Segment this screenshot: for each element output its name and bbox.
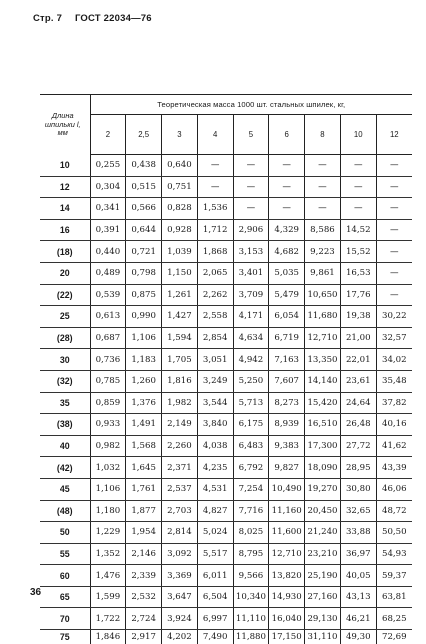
stud-length-cell: 65 [40,586,90,608]
table-row [40,543,412,565]
table-row [40,414,412,436]
mass-value-cell: 46,21 [340,608,376,630]
mass-value-cell: 4,827 [197,500,233,522]
mass-value-cell: 1,594 [162,327,198,349]
stud-length-cell: 14 [40,198,90,220]
mass-value-cell: 3,092 [162,543,198,565]
mass-value-cell: 14,140 [305,370,341,392]
mass-value-cell: 11,110 [233,608,269,630]
mass-value-cell: — [197,155,233,177]
mass-value-cell: 31,110 [305,630,341,644]
mass-value-cell: 1,705 [162,349,198,371]
diameter-header: 2 [90,115,126,155]
table-row [40,478,412,500]
mass-value-cell: 20,450 [305,500,341,522]
mass-value-cell: 2,537 [162,478,198,500]
mass-value-cell: 25,190 [305,565,341,587]
table-row [40,370,412,392]
mass-value-cell: 13,820 [269,565,305,587]
mass-value-cell: 0,928 [162,219,198,241]
mass-value-cell: 2,262 [197,284,233,306]
mass-value-cell: 0,613 [90,306,126,328]
table-row [40,155,412,177]
stud-length-cell: 25 [40,306,90,328]
mass-value-cell: — [376,176,412,198]
diameter-header: 10 [340,115,376,155]
diameter-header-row [40,115,412,155]
table-row [40,565,412,587]
mass-value-cell: — [340,176,376,198]
mass-value-cell: 2,558 [197,306,233,328]
mass-value-cell: 27,160 [305,586,341,608]
mass-value-cell: — [269,198,305,220]
mass-value-cell: 6,504 [197,586,233,608]
table-row [40,630,412,644]
mass-value-cell: 5,517 [197,543,233,565]
mass-value-cell: 2,703 [162,500,198,522]
mass-value-cell: 8,939 [269,414,305,436]
mass-value-cell: 1,846 [90,630,126,644]
mass-value-cell: 0,255 [90,155,126,177]
mass-value-cell: 8,586 [305,219,341,241]
mass-value-cell: 35,48 [376,370,412,392]
mass-value-cell: 2,065 [197,262,233,284]
table-row [40,435,412,457]
stud-length-cell: 12 [40,176,90,198]
mass-value-cell: 0,539 [90,284,126,306]
mass-value-cell: 2,532 [126,586,162,608]
mass-value-cell: 2,260 [162,435,198,457]
mass-value-cell: 2,814 [162,522,198,544]
mass-value-cell: 1,877 [126,500,162,522]
stud-length-cell: 50 [40,522,90,544]
mass-value-cell: 22,01 [340,349,376,371]
mass-value-cell: 1,261 [162,284,198,306]
table-row [40,500,412,522]
mass-value-cell: 3,544 [197,392,233,414]
mass-value-cell: 4,235 [197,457,233,479]
mass-value-cell: 6,719 [269,327,305,349]
mass-value-cell: 15,420 [305,392,341,414]
mass-value-cell: 1,376 [126,392,162,414]
mass-value-cell: 72,69 [376,630,412,644]
diameter-header: 2,5 [126,115,162,155]
mass-value-cell: 1,954 [126,522,162,544]
mass-value-cell: 12,710 [269,543,305,565]
mass-value-cell: 26,48 [340,414,376,436]
mass-value-cell: 11,680 [305,306,341,328]
mass-value-cell: — [305,176,341,198]
mass-value-cell: 0,341 [90,198,126,220]
mass-value-cell: 34,02 [376,349,412,371]
mass-value-cell: 16,53 [340,262,376,284]
mass-value-cell: 32,65 [340,500,376,522]
mass-value-cell: 29,130 [305,608,341,630]
mass-value-cell: 54,93 [376,543,412,565]
page-number: 36 [30,587,41,598]
mass-value-cell: 1,868 [197,241,233,263]
mass-value-cell: 1,816 [162,370,198,392]
mass-value-cell: 9,223 [305,241,341,263]
mass-value-cell: 1,032 [90,457,126,479]
mass-value-cell: 43,39 [376,457,412,479]
stud-length-cell: 55 [40,543,90,565]
mass-value-cell: 40,05 [340,565,376,587]
mass-value-cell: 3,051 [197,349,233,371]
mass-value-cell: 3,709 [233,284,269,306]
mass-value-cell: 6,054 [269,306,305,328]
stud-length-cell: 60 [40,565,90,587]
mass-value-cell: 0,489 [90,262,126,284]
mass-value-cell: 0,736 [90,349,126,371]
mass-value-cell: 21,00 [340,327,376,349]
mass-value-cell: 32,57 [376,327,412,349]
mass-value-cell: 10,650 [305,284,341,306]
mass-value-cell: 1,645 [126,457,162,479]
stud-length-cell: 30 [40,349,90,371]
mass-value-cell: 17,300 [305,435,341,457]
mass-value-cell: 6,483 [233,435,269,457]
mass-value-cell: 3,369 [162,565,198,587]
table-row [40,392,412,414]
mass-value-cell: 0,798 [126,262,162,284]
page-label: Стр. 7 [33,13,62,24]
table-row [40,457,412,479]
mass-value-cell: 3,249 [197,370,233,392]
mass-value-cell: 4,634 [233,327,269,349]
mass-value-cell: 7,607 [269,370,305,392]
mass-value-cell: 30,80 [340,478,376,500]
mass-value-cell: 5,024 [197,522,233,544]
mass-value-cell: 0,438 [126,155,162,177]
stud-length-cell: 45 [40,478,90,500]
mass-value-cell: 1,599 [90,586,126,608]
stud-length-cell: 16 [40,219,90,241]
diameter-header: 6 [269,115,305,155]
table-row [40,198,412,220]
diameter-header: 3 [162,115,198,155]
mass-value-cell: — [305,155,341,177]
mass-value-cell: 15,52 [340,241,376,263]
length-column-header: Длина шпильки l, мм [40,95,90,155]
stud-length-cell: 70 [40,608,90,630]
mass-value-cell: 17,76 [340,284,376,306]
mass-value-cell: 1,180 [90,500,126,522]
mass-value-cell: 4,171 [233,306,269,328]
mass-value-cell: 8,273 [269,392,305,414]
mass-value-cell: 23,210 [305,543,341,565]
mass-value-cell: 1,106 [126,327,162,349]
mass-value-cell: 9,827 [269,457,305,479]
mass-value-cell: 16,510 [305,414,341,436]
mass-value-cell: — [376,284,412,306]
mass-value-cell: — [376,241,412,263]
table-row [40,608,412,630]
mass-value-cell: 24,64 [340,392,376,414]
mass-value-cell: 3,647 [162,586,198,608]
table-row [40,349,412,371]
mass-value-cell: 1,106 [90,478,126,500]
stud-mass-table [40,94,412,644]
mass-value-cell: 0,644 [126,219,162,241]
mass-value-cell: 40,16 [376,414,412,436]
mass-value-cell: — [197,176,233,198]
mass-value-cell: 28,95 [340,457,376,479]
table-row [40,219,412,241]
mass-value-cell: 43,13 [340,586,376,608]
mass-value-cell: 1,536 [197,198,233,220]
mass-value-cell: 11,160 [269,500,305,522]
mass-value-cell: 59,37 [376,565,412,587]
mass-value-cell: 1,476 [90,565,126,587]
table-row [40,306,412,328]
mass-value-cell: 0,721 [126,241,162,263]
mass-value-cell: 37,82 [376,392,412,414]
mass-value-cell: 0,828 [162,198,198,220]
mass-value-cell: 3,840 [197,414,233,436]
mass-value-cell: 3,153 [233,241,269,263]
mass-value-cell: 1,491 [126,414,162,436]
mass-value-cell: 0,566 [126,198,162,220]
mass-value-cell: 18,090 [305,457,341,479]
mass-value-cell: 1,712 [197,219,233,241]
mass-value-cell: 10,490 [269,478,305,500]
mass-value-cell: 4,202 [162,630,198,644]
stud-length-cell: 75 [40,630,90,644]
mass-value-cell: 3,924 [162,608,198,630]
mass-value-cell: 4,942 [233,349,269,371]
stud-length-cell: (28) [40,327,90,349]
diameter-header: 4 [197,115,233,155]
mass-value-cell: 4,038 [197,435,233,457]
mass-value-cell: 8,025 [233,522,269,544]
mass-value-cell: 3,401 [233,262,269,284]
mass-value-cell: 49,30 [340,630,376,644]
mass-value-cell: 30,22 [376,306,412,328]
standard-number: ГОСТ 22034—76 [75,13,152,24]
table-row [40,327,412,349]
mass-value-cell: 19,270 [305,478,341,500]
mass-value-cell: 0,785 [90,370,126,392]
mass-value-cell: 4,329 [269,219,305,241]
mass-value-cell: 0,982 [90,435,126,457]
stud-length-cell: 20 [40,262,90,284]
mass-value-cell: 16,040 [269,608,305,630]
mass-value-cell: 2,854 [197,327,233,349]
mass-value-cell: 14,930 [269,586,305,608]
stud-length-cell: (38) [40,414,90,436]
mass-value-cell: — [269,155,305,177]
mass-value-cell: 68,25 [376,608,412,630]
mass-value-cell: 1,039 [162,241,198,263]
stud-length-cell: (42) [40,457,90,479]
mass-value-cell: 5,250 [233,370,269,392]
mass-value-cell: 19,38 [340,306,376,328]
mass-value-cell: 2,906 [233,219,269,241]
mass-value-cell: 5,479 [269,284,305,306]
mass-value-cell: 0,515 [126,176,162,198]
table-row [40,262,412,284]
mass-value-cell: 6,792 [233,457,269,479]
mass-value-cell: 36,97 [340,543,376,565]
mass-value-cell: 46,06 [376,478,412,500]
stud-length-cell: (48) [40,500,90,522]
mass-value-cell: 1,761 [126,478,162,500]
mass-value-cell: — [376,198,412,220]
mass-value-cell: 6,011 [197,565,233,587]
mass-value-cell: 0,391 [90,219,126,241]
mass-value-cell: 2,917 [126,630,162,644]
mass-value-cell: 21,240 [305,522,341,544]
mass-value-cell: 1,150 [162,262,198,284]
mass-value-cell: 9,566 [233,565,269,587]
mass-value-cell: 50,50 [376,522,412,544]
mass-value-cell: 12,710 [305,327,341,349]
mass-value-cell: 0,933 [90,414,126,436]
mass-value-cell: 1,229 [90,522,126,544]
mass-value-cell: 17,150 [269,630,305,644]
mass-value-cell: 63,81 [376,586,412,608]
mass-value-cell: 2,146 [126,543,162,565]
mass-value-cell: 7,716 [233,500,269,522]
mass-value-cell: 1,982 [162,392,198,414]
mass-value-cell: — [340,198,376,220]
table-row [40,586,412,608]
table-row [40,522,412,544]
mass-value-cell: 1,722 [90,608,126,630]
mass-value-cell: 0,859 [90,392,126,414]
mass-value-cell: 2,724 [126,608,162,630]
mass-value-cell: 4,682 [269,241,305,263]
mass-value-cell: 0,304 [90,176,126,198]
mass-value-cell: 1,568 [126,435,162,457]
mass-value-cell: 2,371 [162,457,198,479]
stud-length-cell: (32) [40,370,90,392]
mass-value-cell: 5,035 [269,262,305,284]
mass-value-cell: — [305,198,341,220]
mass-value-cell: — [376,155,412,177]
mass-value-cell: 11,600 [269,522,305,544]
mass-value-cell: — [376,219,412,241]
mass-value-cell: — [340,155,376,177]
mass-value-cell: 0,640 [162,155,198,177]
mass-value-cell: 0,990 [126,306,162,328]
diameter-header: 8 [305,115,341,155]
mass-value-cell: 2,149 [162,414,198,436]
mass-value-cell: 2,339 [126,565,162,587]
mass-value-cell: 5,713 [233,392,269,414]
mass-value-cell: 6,175 [233,414,269,436]
table-row [40,284,412,306]
mass-value-cell: — [233,155,269,177]
mass-value-cell: — [269,176,305,198]
table-body [40,155,412,644]
stud-length-cell: 10 [40,155,90,177]
mass-value-cell: 7,163 [269,349,305,371]
mass-value-cell: — [233,198,269,220]
mass-value-cell: 23,61 [340,370,376,392]
mass-value-cell: 1,260 [126,370,162,392]
mass-value-cell: 1,352 [90,543,126,565]
mass-value-cell: 11,880 [233,630,269,644]
mass-value-cell: 0,687 [90,327,126,349]
mass-value-cell: 9,383 [269,435,305,457]
stud-length-cell: 35 [40,392,90,414]
diameter-header: 5 [233,115,269,155]
mass-value-cell: 8,795 [233,543,269,565]
mass-value-cell: 13,350 [305,349,341,371]
stud-length-cell: (18) [40,241,90,263]
mass-value-cell: 0,875 [126,284,162,306]
mass-value-cell: 6,997 [197,608,233,630]
stud-length-cell: (22) [40,284,90,306]
mass-value-cell: 10,340 [233,586,269,608]
mass-value-cell: 1,427 [162,306,198,328]
mass-value-cell: 27,72 [340,435,376,457]
mass-value-cell: 4,531 [197,478,233,500]
mass-value-cell: 9,861 [305,262,341,284]
page-header [33,13,162,24]
table-row [40,176,412,198]
diameter-header: 12 [376,115,412,155]
mass-value-cell: 33,88 [340,522,376,544]
mass-value-cell: 1,183 [126,349,162,371]
mass-value-cell: 0,751 [162,176,198,198]
mass-value-cell: 48,72 [376,500,412,522]
mass-value-cell: — [376,262,412,284]
mass-value-cell: 0,440 [90,241,126,263]
mass-value-cell: 7,254 [233,478,269,500]
stud-length-cell: 40 [40,435,90,457]
mass-value-cell: — [233,176,269,198]
mass-value-cell: 7,490 [197,630,233,644]
table-row [40,241,412,263]
mass-header: Теоретическая масса 1000 шт. стальных шпилек, кг, [90,95,412,115]
mass-value-cell: 14,52 [340,219,376,241]
mass-value-cell: 41,62 [376,435,412,457]
